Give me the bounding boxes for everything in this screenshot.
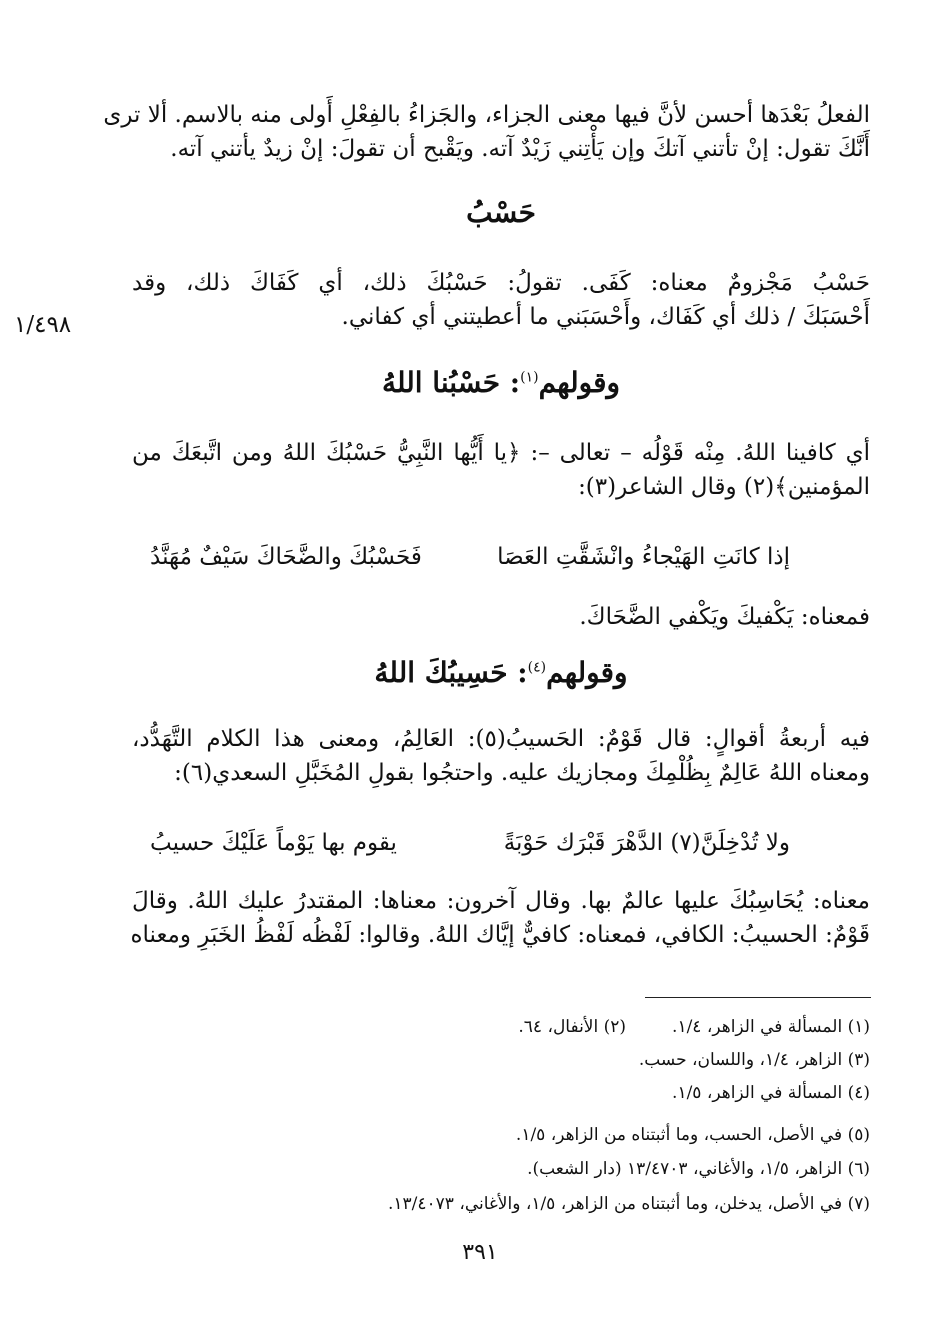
entry-heading-hasb xyxy=(132,196,870,229)
text-line: فمعناه: يَكْفيكَ ويَكْفي الضَّحَاكَ. xyxy=(579,604,870,630)
text-line: الفعلُ بَعْدَها أحسن لأنَّ فيها معنى الجزاء، والجَزاءُ بالفِعْلِ أَولى منه بالاسم. ألا ترى xyxy=(103,102,870,128)
heading-prefix: وقولهم xyxy=(538,366,621,399)
verse-2 xyxy=(150,826,790,860)
footnote-divider xyxy=(645,997,871,998)
heading-title: حَسْبُ xyxy=(466,196,536,229)
footnote: (٧) في الأصل، يدخلن، وما أثبتناه من الزاهر، ١/٥، والأغاني، ١٣/٤٠٧٣. xyxy=(388,1194,870,1214)
hasb-paragraph xyxy=(132,266,870,334)
heading-title: حَسْبُنا اللهُ xyxy=(381,366,501,399)
footnote: (١) المسألة في الزاهر، ١/٤. xyxy=(672,1017,870,1037)
footnote: (٣) الزاهر، ١/٤، واللسان، حسب. xyxy=(638,1050,870,1070)
footnote: (٢) الأنفال، ٦٤. xyxy=(518,1017,627,1037)
verse-hemistich-first: ولا تُدْخِلَنَّ(٧) الدَّهْرَ قَبْرَك حَوْبَةً xyxy=(503,830,790,856)
text-line: المؤمنين﴾(٢) وقال الشاعر(٣): xyxy=(578,474,870,500)
footnote-marker: (٤) xyxy=(527,659,547,676)
verse-hemistich-first: إذا كانَتِ الهَيْجاءُ وانْشَقَّتِ العَصَا xyxy=(497,544,790,570)
verse-hemistich-second: فَحَسْبُكَ والضَّحَاكَ سَيْفٌ مُهَنَّدُ xyxy=(150,544,422,570)
intro-paragraph xyxy=(103,98,870,166)
verse1-explanation xyxy=(132,600,870,634)
page-number: ٣٩١ xyxy=(462,1240,498,1265)
heading-title: حَسِيبُكَ اللهُ xyxy=(374,656,508,689)
footnote-row xyxy=(300,1016,870,1038)
footnote-marker: (١) xyxy=(520,369,539,386)
hasbuna-paragraph xyxy=(132,436,870,504)
text-line: أي كافينا اللهُ. مِنْه قَوْلُه – تعالى –: ﴿يا أَيُّها النَّبِيُّ حَسْبُكَ اللهُ ومن اتَّبعَكَ من xyxy=(132,440,870,466)
text-line: فيه أربعةُ أقوالٍ: قال قَوْمٌ: الحَسيبُ(٥): العَالِمُ، ومعنى هذا الكلام التَّهَدُّد، xyxy=(132,726,871,752)
text-line: معناه: يُحَاسِبُكَ عليها عالمٌ بها. وقال آخرون: معناها: المقتدرُ عليك اللهُ. وقالَ xyxy=(132,888,870,914)
footnote: (٦) الزاهر، ١/٥، والأغاني، ١٣/٤٧٠٣ (دار الشعب). xyxy=(527,1159,870,1179)
verse-1 xyxy=(150,540,790,574)
margin-reference: ١/٤٩٨ xyxy=(14,312,72,338)
entry-heading-hasib: وقولهم$^{(٤)}$: حَسِيبُكَ اللهُ xyxy=(374,656,628,689)
footnote: (٥) في الأصل، الحسب، وما أثبتناه من الزاهر، ١/٥. xyxy=(515,1125,870,1145)
text-line: ومعناه اللهُ عَالِمٌ بِظُلْمِكَ ومجازيك عليه. واحتجُوا بقولِ المُخَبَّلِ السعدي(٦): xyxy=(174,760,870,786)
text-line: قَوْمٌ: الحسيبُ: الكافي، فمعناه: كافيٌّ إيَّاك اللهُ. وقالوا: لَفْظُه لَفْظُ الخَبَرِ ومعناه xyxy=(130,922,870,948)
entry-heading-hasbuna: وقولهم$^{(١)}$: حَسْبُنا اللهُ xyxy=(381,366,621,399)
text-line: أَنَّكَ تقول: إنْ تأتني آتكَ وإن يَأْتِني زَيْدٌ آته. ويَقْبح أن تقولَ: إنْ زيدٌ يأتني آته. xyxy=(170,136,870,162)
text-line: حَسْبُ مَجْزومٌ معناه: كَفَى. تقولُ: حَسْبُكَ ذلك، أي كَفَاكَ ذلك، وقد xyxy=(132,270,870,296)
heading-prefix: وقولهم xyxy=(546,656,628,689)
final-paragraph xyxy=(132,884,870,952)
footnote: (٤) المسألة في الزاهر، ١/٥. xyxy=(672,1083,870,1103)
text-line: أَحْسَبَكَ / ذلك أي كَفَاك، وأَحْسَبَني ما أعطيتني أي كفاني. xyxy=(341,304,870,330)
verse-hemistich-second: يقوم بها يَوْماً عَلَيْكَ حسيبُ xyxy=(150,830,397,856)
hasib-paragraph xyxy=(132,722,870,790)
